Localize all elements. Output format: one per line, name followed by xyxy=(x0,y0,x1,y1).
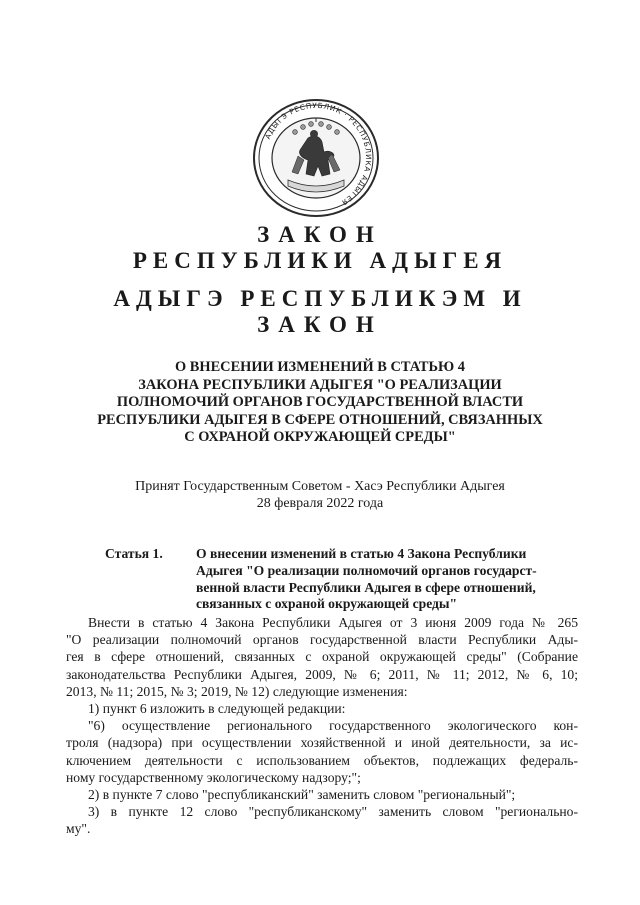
body-line: 2) в пункте 7 слово "республиканский" заменить словом "региональный"; xyxy=(88,787,516,803)
body-line: ключением деятельности с использованием объектов, подлежащих федераль- xyxy=(66,752,578,768)
subject-line: С ОХРАНОЙ ОКРУЖАЮЩЕЙ СРЕДЫ" xyxy=(184,429,456,445)
article-body xyxy=(66,614,578,838)
subject-line: ЗАКОНА РЕСПУБЛИКИ АДЫГЕЯ "О РЕАЛИЗАЦИИ xyxy=(138,376,502,393)
subject-line: ПОЛНОМОЧИЙ ОРГАНОВ ГОСУДАРСТВЕННОЙ ВЛАСТИ xyxy=(116,394,524,410)
article-title-line: О внесении изменений в статью 4 Закона Республики xyxy=(196,546,527,561)
subject-line: О ВНЕСЕНИИ ИЗМЕНЕНИЙ В СТАТЬЮ 4 xyxy=(175,359,465,375)
article-label: Статья 1. xyxy=(105,546,163,561)
body-line: Внести в статью 4 Закона Республики Адыгея от 3 июня 2009 года № 265 xyxy=(88,615,578,630)
adopted-date: 28 февраля 2022 года xyxy=(256,496,384,511)
body-line: троля (надзора) при осуществлении хозяйственной и иной деятельности, за ис- xyxy=(66,735,578,751)
subject-line: РЕСПУБЛИКИ АДЫГЕЯ В СФЕРЕ ОТНОШЕНИЙ, СВЯЗАННЫХ xyxy=(97,411,543,428)
header-adyghe-republic: АДЫГЭ РЕСПУБЛИКЭМ И xyxy=(113,286,527,311)
header-adyghe-law: ЗАКОН xyxy=(257,312,383,337)
article-title-line: венной власти Республики Адыгея в сфере отношений, xyxy=(196,579,536,595)
adoption-info xyxy=(60,478,580,512)
article-title-line: связанных с охраной окружающей среды" xyxy=(196,596,458,612)
body-line: 1) пункт 6 изложить в следующей редакции: xyxy=(88,701,346,717)
header-title-law: ЗАКОН xyxy=(257,222,383,247)
coat-of-arms-emblem xyxy=(248,96,384,220)
article-title-line: Адыгея "О реализации полномочий органов государст- xyxy=(196,562,537,578)
body-line: му". xyxy=(66,821,91,837)
body-line: "6) осуществление регионального государственного экологического кон- xyxy=(88,718,578,734)
body-line: 2013, № 11; 2015, № 3; 2019, № 12) следующие изменения: xyxy=(66,683,408,699)
header-republic: РЕСПУБЛИКИ АДЫГЕЯ xyxy=(132,248,508,273)
law-header xyxy=(0,222,640,338)
article-title xyxy=(196,546,585,613)
body-line: "О реализации полномочий органов государственной власти Республики Ады- xyxy=(66,632,578,648)
adopted-by: Принят Государственным Советом - Хасэ Республики Адыгея xyxy=(135,479,505,494)
body-line: законодательства Республики Адыгея, 2009, № 6; 2011, № 11; 2012, № 6, 10; xyxy=(66,666,578,682)
body-line: ному государственному экологическому надзору;"; xyxy=(66,769,361,785)
emblem-ring-text: АДЫГЭ РЕСПУБЛИК · РЕСПУБЛИКА АДЫГЕЯ xyxy=(263,100,374,208)
law-subject xyxy=(60,359,580,447)
body-line: гея в сфере отношений, связанных с охраной окружающей среды" (Собрание xyxy=(66,649,578,665)
body-line: 3) в пункте 12 слово "республиканскому" заменить словом "регионально- xyxy=(88,804,578,820)
